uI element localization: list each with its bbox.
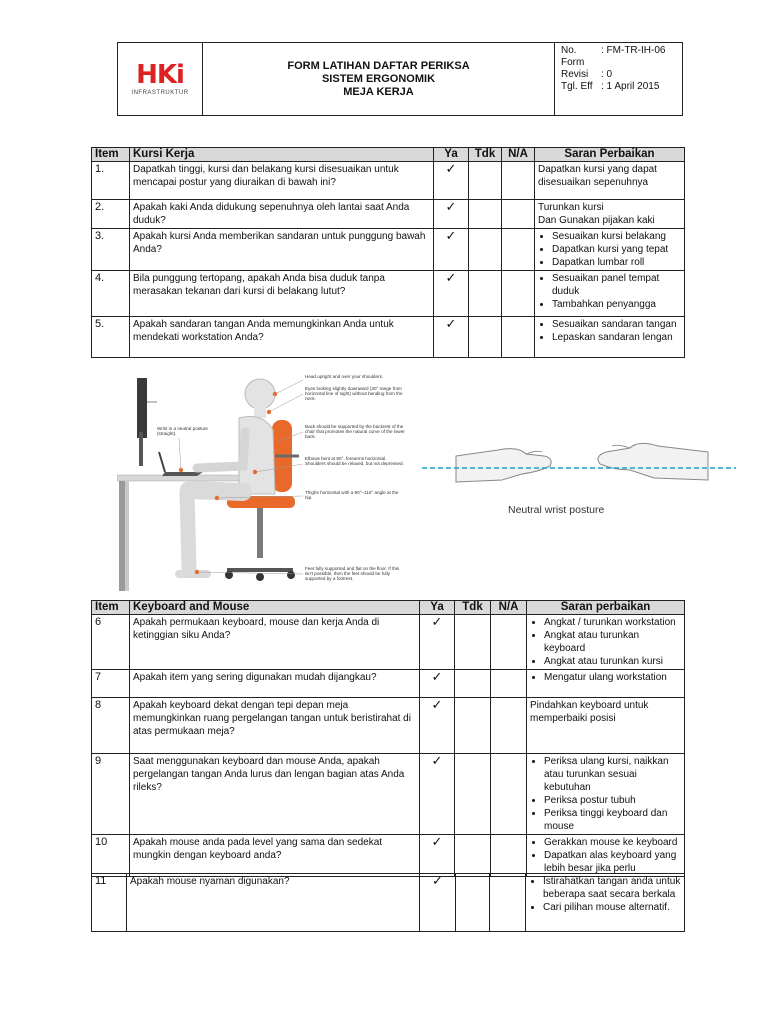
saran-perbaikan (535, 162, 685, 200)
question-text: Apakah sandaran tangan Anda memungkinkan Anda untuk mendekati workstation Anda? (130, 317, 434, 358)
company-logo (118, 43, 203, 115)
col-item: Item (92, 601, 130, 615)
saran-perbaikan (527, 615, 685, 670)
saran-bullet-item: • Angkat atau turunkan keyboard (544, 629, 681, 655)
ya-check-cell[interactable]: ✓ (420, 754, 455, 835)
table-row (92, 271, 685, 317)
na-check-cell[interactable] (491, 754, 527, 835)
ya-check-cell[interactable]: ✓ (420, 698, 455, 754)
table-row (92, 835, 685, 877)
saran-bullet-list (530, 836, 681, 875)
saran-bullet-item: • Cari pilihan mouse alternatif. (543, 901, 681, 914)
saran-bullet-item: • Dapatkan kursi yang tepat (552, 243, 681, 256)
label-wrist: Wrist in a neutral posture (straight). (157, 426, 208, 436)
saran-perbaikan (527, 670, 685, 698)
saran-bullet-item: • Gerakkan mouse ke keyboard (544, 836, 681, 849)
form-meta (555, 43, 682, 115)
saran-bullet-item: • Sesuaikan kursi belakang (552, 230, 681, 243)
saran-bullet-item: • Angkat atau turunkan kursi (544, 655, 681, 668)
question-text: Saat menggunakan keyboard dan mouse Anda, apakah pergelangan tangan Anda lurus dan lengan bagian atas Anda rileks? (130, 754, 420, 835)
neutral-wrist-figure (418, 410, 738, 530)
item-number: 7 (92, 670, 130, 698)
item-number: 9 (92, 754, 130, 835)
ya-check-cell[interactable]: ✓ (420, 670, 455, 698)
label-elbows: Elbows bent at 90°, forearms horizontal. Shoulders should be relaxed, but not depressed. (305, 456, 404, 466)
saran-bullet-item: • Tambahkan penyangga (552, 298, 681, 311)
saran-bullet-item: • Periksa ulang kursi, naikkan atau turunkan sesuai kebutuhan (544, 755, 681, 794)
saran-perbaikan (527, 754, 685, 835)
ya-check-cell[interactable]: ✓ (420, 835, 455, 877)
col-saran: Saran Perbaikan (535, 148, 685, 162)
mouse-comfort-checklist-table (91, 873, 685, 932)
saran-bullet-list (538, 272, 681, 311)
question-text: Apakah item yang sering digunakan mudah dijangkau? (130, 670, 420, 698)
col-tdk: Tdk (469, 148, 502, 162)
na-check-cell[interactable] (502, 271, 535, 317)
tdk-check-cell[interactable] (469, 317, 502, 358)
saran-bullet-item: • Sesuaikan sandaran tangan (552, 318, 681, 331)
saran-bullet-list (530, 755, 681, 833)
saran-bullet-list (529, 875, 681, 914)
title-line-3: MEJA KERJA (343, 85, 414, 98)
col-ya: Ya (420, 601, 455, 615)
saran-line: Dan Gunakan pijakan kaki (538, 215, 655, 226)
question-text: Apakah mouse nyaman digunakan? (127, 874, 420, 932)
saran-perbaikan (535, 200, 685, 229)
item-number: 1. (92, 162, 130, 200)
saran-perbaikan (527, 698, 685, 754)
table-header-row (92, 601, 685, 615)
saran-perbaikan (526, 874, 685, 932)
col-question: Kursi Kerja (130, 148, 434, 162)
tdk-check-cell[interactable] (469, 271, 502, 317)
na-check-cell[interactable] (491, 698, 527, 754)
tdk-check-cell[interactable] (455, 835, 491, 877)
meta-revision: Revisi : 0 (561, 69, 613, 80)
title-line-2: SISTEM ERGONOMIK (321, 72, 436, 85)
saran-bullet-item: • Lepaskan sandaran lengan (552, 331, 681, 344)
na-check-cell[interactable] (502, 162, 535, 200)
table-row (92, 670, 685, 698)
ya-check-cell[interactable]: ✓ (434, 162, 469, 200)
logo-text: INFRASTRUKTUR (131, 90, 189, 96)
na-check-cell[interactable] (502, 317, 535, 358)
saran-bullet-item: • Dapatkan alas keyboard yang lebih besar jika perlu (544, 849, 681, 875)
col-tdk: Tdk (455, 601, 491, 615)
label-back: Back should be supported by the backrest of the chair that promotes the natural curve of the lower back. (305, 424, 405, 439)
keyboard-mouse-checklist-table (91, 600, 685, 877)
form-header (117, 42, 683, 116)
saran-perbaikan (535, 317, 685, 358)
table-row (92, 874, 685, 932)
question-text: Apakah keyboard dekat dengan tepi depan meja memungkinkan ruang pergelangan tangan untuk beristirahat di atas permukaan meja? (130, 698, 420, 754)
ya-check-cell[interactable]: ✓ (434, 317, 469, 358)
item-number: 2. (92, 200, 130, 229)
tdk-check-cell[interactable] (455, 615, 491, 670)
table-row (92, 698, 685, 754)
table-row (92, 200, 685, 229)
logo-mark: HKi (136, 60, 184, 90)
col-na: N/A (491, 601, 527, 615)
chair-checklist-table (91, 147, 685, 358)
saran-line: Turunkan kursi (538, 202, 604, 213)
ya-check-cell[interactable]: ✓ (420, 615, 455, 670)
item-number: 11 (92, 874, 127, 932)
saran-bullet-list (538, 318, 681, 344)
col-saran: Saran perbaikan (527, 601, 685, 615)
saran-bullet-item: • Periksa postur tubuh (544, 794, 681, 807)
ergonomic-posture-figure (117, 372, 407, 594)
title-line-1: FORM LATIHAN DAFTAR PERIKSA (287, 59, 470, 72)
label-feet: Feet fully supported and flat on the floor. If this isn't possible, then the feet should be fully supported by a footrest. (305, 566, 400, 581)
question-text: Apakah mouse anda pada level yang sama dan sedekat mungkin dengan keyboard anda? (130, 835, 420, 877)
label-eyes: Eyes looking slightly downward (30° range from horizontal line of sight) without bending from the neck. (305, 386, 403, 401)
na-check-cell[interactable] (502, 229, 535, 271)
item-number: 6 (92, 615, 130, 670)
saran-perbaikan (535, 229, 685, 271)
ya-check-cell[interactable]: ✓ (420, 874, 456, 932)
tdk-check-cell[interactable] (469, 200, 502, 229)
tdk-check-cell[interactable] (469, 229, 502, 271)
na-check-cell[interactable] (491, 670, 527, 698)
question-text: Dapatkah tinggi, kursi dan belakang kursi disesuaikan untuk mencapai postur yang diuraikan di bawah ini? (130, 162, 434, 200)
saran-bullet-list (530, 671, 681, 684)
saran-line: Pindahkan keyboard untuk memperbaiki posisi (530, 700, 649, 724)
wrist-caption: Neutral wrist posture (508, 504, 605, 516)
meta-form-no: No. Form : FM-TR-IH-06 (561, 45, 666, 68)
saran-bullet-item: • Periksa tinggi keyboard dan mouse (544, 807, 681, 833)
meta-effective-date: Tgl. Eff : 1 April 2015 (561, 81, 660, 92)
saran-line: Dapatkan kursi yang dapat disesuaikan sepenuhnya (538, 164, 657, 188)
saran-perbaikan (535, 271, 685, 317)
col-na: N/A (502, 148, 535, 162)
label-thighs: Thighs horizontal with a 90°–110° angle at the hip. (305, 490, 399, 500)
saran-bullet-item: • Istirahatkan tangan anda untuk beberapa saat secara berkala (543, 875, 681, 901)
saran-bullet-list (538, 230, 681, 269)
saran-bullet-item: • Dapatkan lumbar roll (552, 256, 681, 269)
table-row (92, 229, 685, 271)
saran-bullet-item: • Sesuaikan panel tempat duduk (552, 272, 681, 298)
ya-check-cell[interactable]: ✓ (434, 229, 469, 271)
na-check-cell[interactable] (491, 835, 527, 877)
form-title (203, 43, 555, 115)
table-row (92, 317, 685, 358)
tdk-check-cell[interactable] (455, 670, 491, 698)
saran-bullet-item: • Mengatur ulang workstation (544, 671, 681, 684)
item-number: 10 (92, 835, 130, 877)
item-number: 3. (92, 229, 130, 271)
table-row (92, 615, 685, 670)
col-ya: Ya (434, 148, 469, 162)
label-head: Head upright and over your shoulders. (305, 374, 384, 379)
saran-perbaikan (527, 835, 685, 877)
question-text: Bila punggung tertopang, apakah Anda bisa duduk tanpa merasakan tekanan dari kursi di belakang lutut? (130, 271, 434, 317)
table-row (92, 754, 685, 835)
table-row (92, 162, 685, 200)
item-number: 8 (92, 698, 130, 754)
tdk-check-cell[interactable] (455, 754, 491, 835)
na-check-cell[interactable] (491, 615, 527, 670)
question-text: Apakah permukaan keyboard, mouse dan kerja Anda di ketinggian siku Anda? (130, 615, 420, 670)
table-header-row (92, 148, 685, 162)
tdk-check-cell[interactable] (469, 162, 502, 200)
col-question: Keyboard and Mouse (130, 601, 420, 615)
item-number: 4. (92, 271, 130, 317)
ya-check-cell[interactable]: ✓ (434, 271, 469, 317)
na-check-cell[interactable] (490, 874, 526, 932)
tdk-check-cell[interactable] (455, 698, 491, 754)
tdk-check-cell[interactable] (456, 874, 490, 932)
saran-bullet-list (530, 616, 681, 668)
question-text: Apakah kursi Anda memberikan sandaran untuk punggung bawah Anda? (130, 229, 434, 271)
saran-bullet-item: • Angkat / turunkan workstation (544, 616, 681, 629)
item-number: 5. (92, 317, 130, 358)
question-text: Apakah kaki Anda didukung sepenuhnya oleh lantai saat Anda duduk? (130, 200, 434, 229)
ya-check-cell[interactable]: ✓ (434, 200, 469, 229)
na-check-cell[interactable] (502, 200, 535, 229)
col-item: Item (92, 148, 130, 162)
